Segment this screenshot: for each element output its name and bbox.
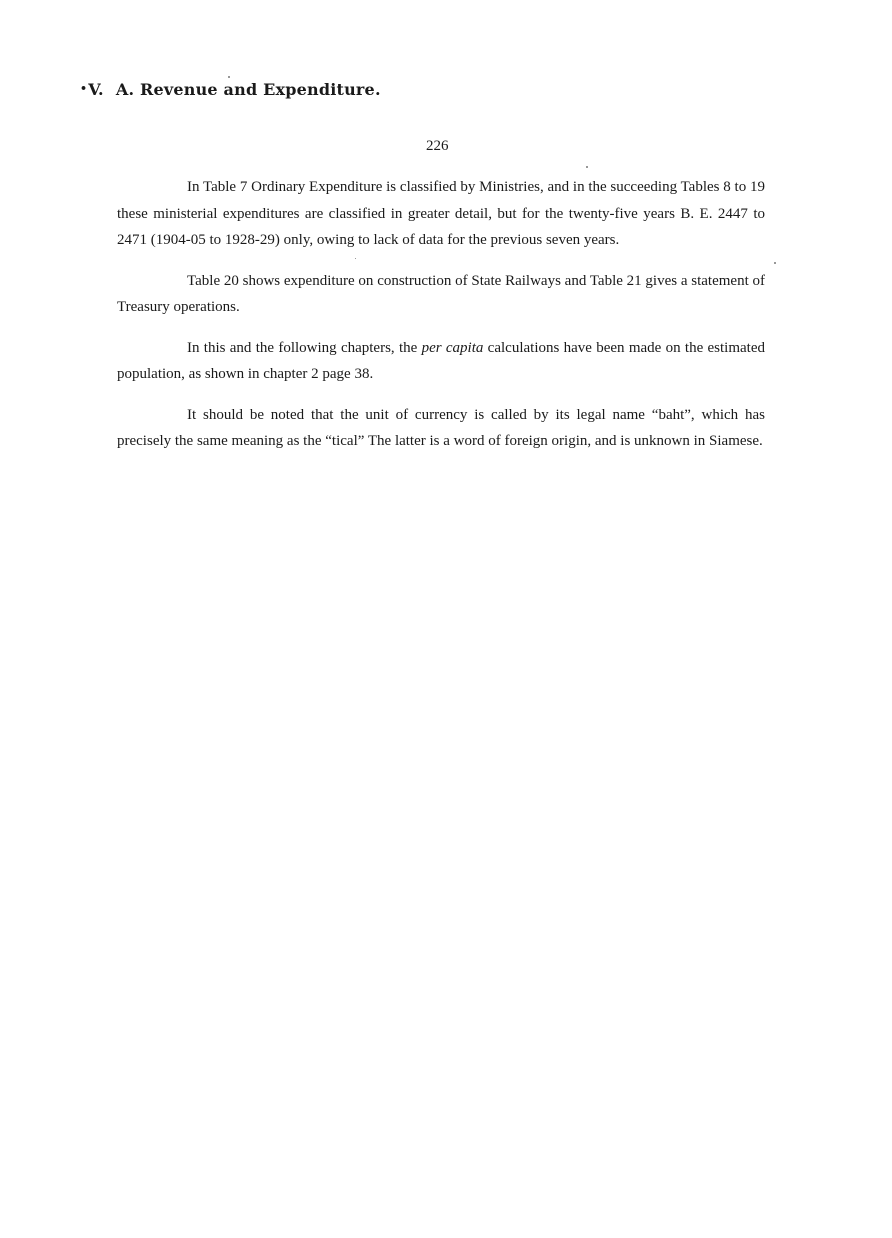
- page-number: 226: [426, 138, 449, 154]
- paragraph-3-after: calculations have been made on the estimated population, as shown in chapter 2 page 38.: [117, 339, 766, 382]
- paragraph-3-italic: per capita: [421, 339, 484, 356]
- paragraph-3: [117, 335, 765, 388]
- paragraph-3-before: In this and the following chapters, the: [187, 339, 422, 356]
- scan-speck: [228, 76, 230, 78]
- section-heading: [80, 80, 381, 99]
- section-number: V.: [88, 80, 104, 99]
- paragraph-2: Table 20 shows expenditure on construction of State Railways and Table 21 gives a statement of Treasury operations.: [117, 272, 765, 315]
- paragraph-4: It should be noted that the unit of currency is called by its legal name “baht”, which has precisely the same meaning as the “tical” The latter is a word of foreign origin, and is unknown in Siamese.: [117, 406, 765, 449]
- body-text: [117, 174, 765, 469]
- scan-speck: [355, 258, 356, 259]
- scan-speck: [586, 166, 588, 168]
- heading-bullet: •: [80, 82, 88, 95]
- paragraph-1: In Table 7 Ordinary Expenditure is classified by Ministries, and in the succeeding Tables 8 to 19 these ministerial expenditures are classified in greater detail, but for the twenty-five years B. E. 2447 to 2471 (1904-05 to 1928-29) only, owing to lack of data for the previous seven years.: [117, 179, 765, 248]
- section-title: A. Revenue and Expenditure.: [115, 80, 381, 99]
- scan-speck: [774, 262, 776, 264]
